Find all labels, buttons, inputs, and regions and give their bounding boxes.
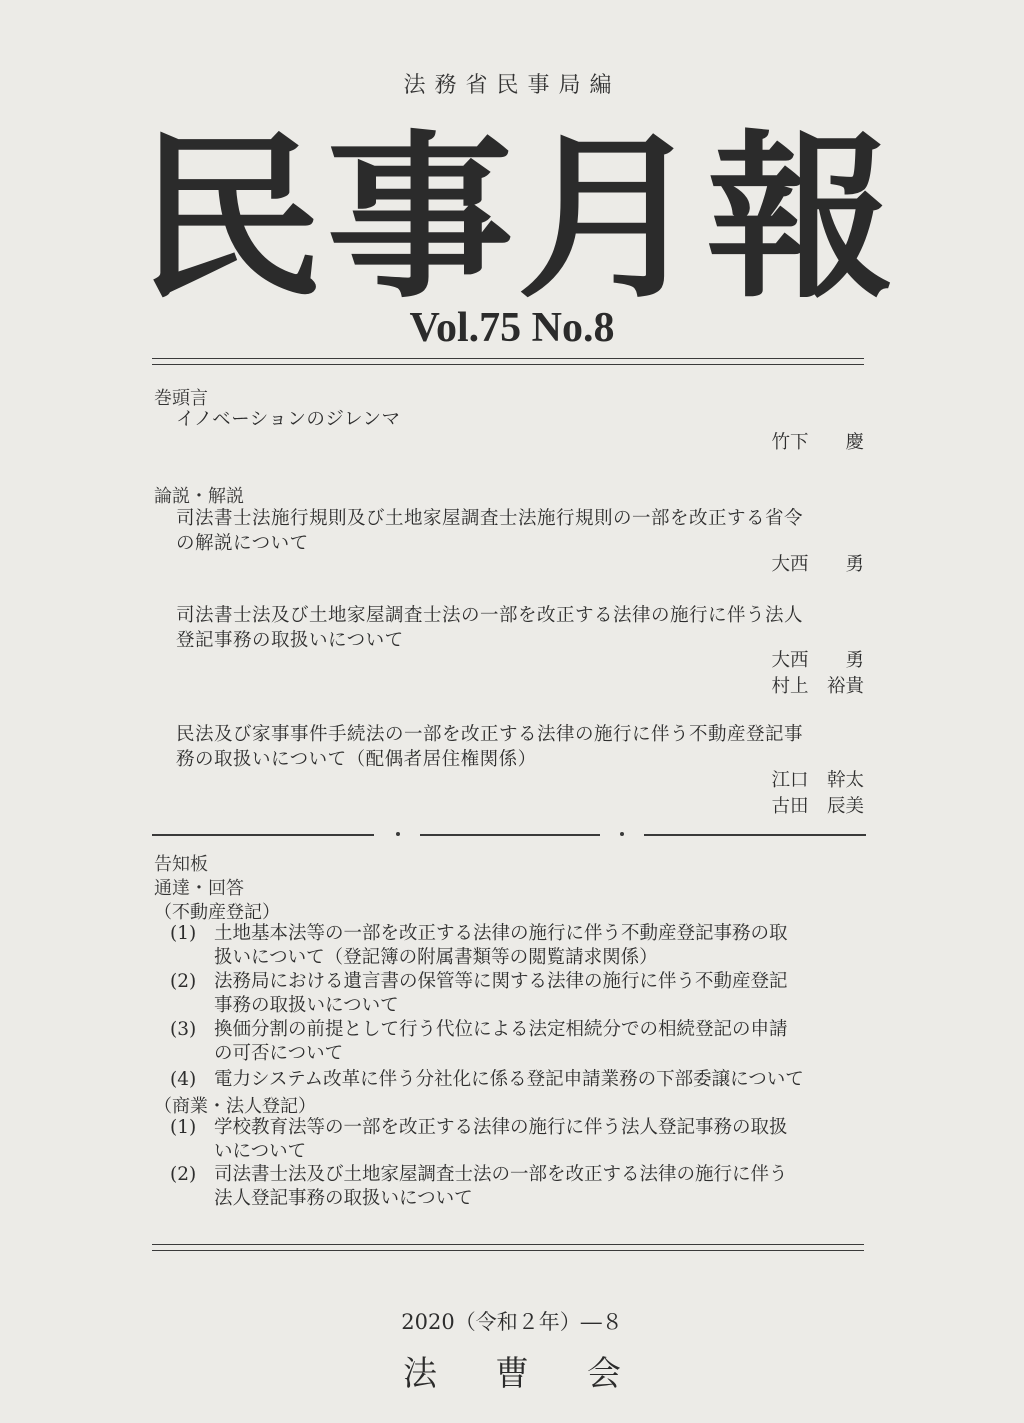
article-author: 大西 勇 (771, 650, 864, 671)
item-line: 事務の取扱いについて (214, 995, 399, 1016)
item-number: (1) (170, 923, 197, 944)
item-number: (1) (170, 1117, 197, 1138)
notice-item (170, 1163, 870, 1211)
notice-item (170, 922, 870, 970)
item-line: 司法書士法及び土地家屋調査士法の一部を改正する法律の施行に伴う (214, 1164, 788, 1185)
item-line: 法務局における遺言書の保管等に関する法律の施行に伴う不動産登記 (214, 971, 788, 992)
item-number: (2) (170, 971, 197, 992)
divider-dot (396, 832, 400, 836)
volume-number: Vol.75 No.8 (409, 305, 615, 351)
article-title-line: 登記事務の取扱いについて (176, 630, 404, 651)
title-char: 報 (706, 113, 894, 322)
section-divider (152, 830, 866, 840)
title-char: 事 (326, 113, 514, 322)
corporate-label: （商業・法人登記） (154, 1096, 316, 1117)
article-title-line: 民法及び家事事件手続法の一部を改正する法律の施行に伴う不動産登記事 (176, 724, 804, 745)
title-char: 月 (516, 113, 704, 322)
item-line: の可否について (214, 1043, 344, 1064)
article-author: 大西 勇 (771, 554, 864, 575)
preface-heading: 巻頭言 (154, 388, 208, 409)
item-number: (2) (170, 1164, 197, 1185)
title-char: 民 (136, 113, 324, 322)
divider-segment (420, 834, 600, 836)
item-line: 学校教育法等の一部を改正する法律の施行に伴う法人登記事務の取扱 (214, 1117, 788, 1138)
commentary-heading: 論説・解説 (154, 486, 244, 507)
item-number: (3) (170, 1019, 197, 1040)
issue-date: 2020（令和２年）―８ (401, 1310, 623, 1334)
divider-segment (152, 834, 374, 836)
preface-author: 竹下 慶 (771, 432, 864, 453)
article-author: 江口 幹太 (771, 770, 864, 791)
editor-line: 法務省民事局編 (403, 73, 621, 98)
article-author: 村上 裕貴 (771, 676, 864, 697)
bottom-divider (152, 1244, 864, 1251)
preface-title: イノベーションのジレンマ (176, 409, 401, 430)
article-title-line: 務の取扱いについて（配偶者居住権関係） (176, 749, 537, 770)
article-title (176, 506, 866, 556)
real-estate-label: （不動産登記） (154, 902, 280, 923)
divider-dot (620, 832, 624, 836)
item-line: いについて (214, 1141, 307, 1162)
notices-heading: 告知板 (154, 854, 208, 875)
article-author: 古田 辰美 (771, 796, 864, 817)
item-line: 土地基本法等の一部を改正する法律の施行に伴う不動産登記事務の取 (214, 923, 788, 944)
notices-subheading: 通達・回答 (154, 878, 244, 899)
notice-item (170, 1018, 870, 1066)
item-number: (4) (170, 1069, 197, 1090)
article-title (176, 722, 866, 772)
publisher-name: 法曹会 (403, 1354, 679, 1394)
notice-item (170, 1116, 870, 1164)
article-title-line: 司法書士法及び土地家屋調査士法の一部を改正する法律の施行に伴う法人 (176, 605, 804, 626)
article-title (176, 603, 866, 653)
notice-item (170, 970, 870, 1018)
article-title-line: 司法書士法施行規則及び土地家屋調査士法施行規則の一部を改正する省令 (176, 508, 804, 529)
article-title-line: の解説について (176, 533, 309, 554)
journal-title (136, 113, 894, 322)
item-line: 換価分割の前提として行う代位による法定相続分での相続登記の申請 (214, 1019, 788, 1040)
top-divider (152, 358, 864, 365)
item-line: 電力システム改革に伴う分社化に係る登記申請業務の下部委譲について (214, 1069, 804, 1090)
item-line: 法人登記事務の取扱いについて (214, 1188, 473, 1209)
divider-segment (644, 834, 866, 836)
item-line: 扱いについて（登記簿の附属書類等の閲覧請求関係） (214, 947, 658, 968)
notice-item (170, 1068, 870, 1092)
